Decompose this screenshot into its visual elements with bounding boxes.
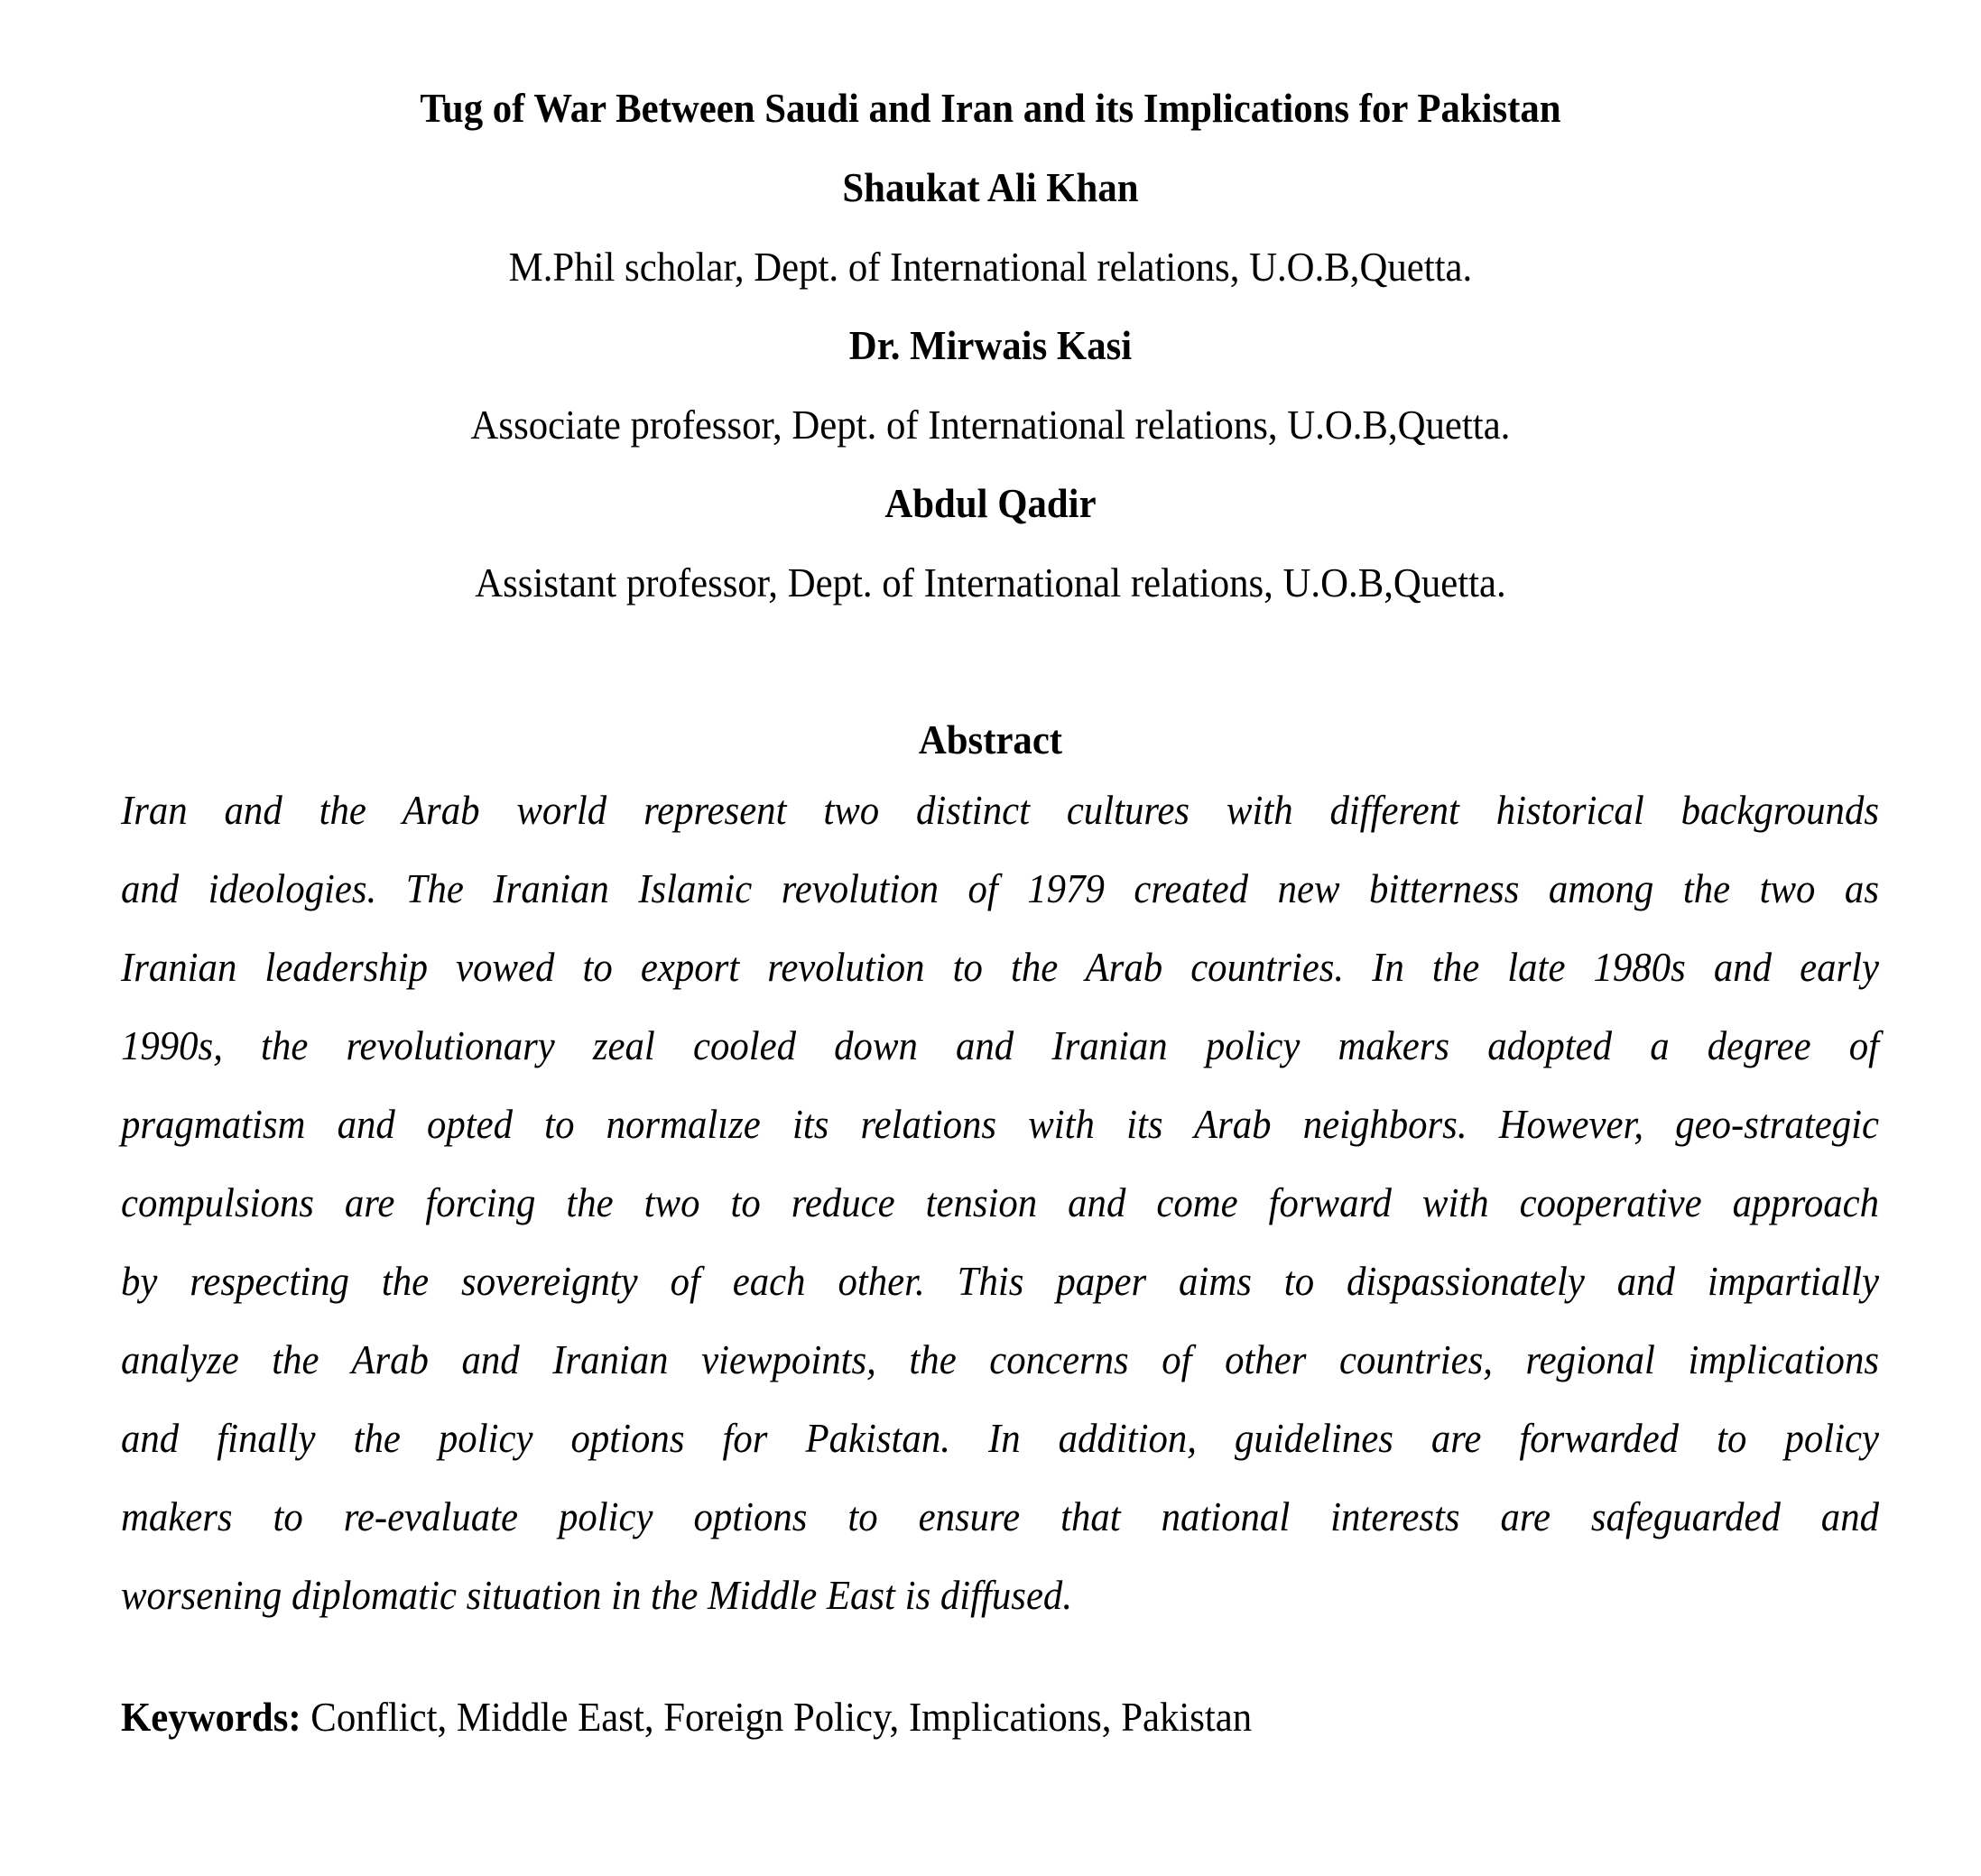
abstract-line [121, 1492, 1879, 1570]
keywords [121, 1692, 1252, 1742]
paper-title: Tug of War Between Saudi and Iran and its Implications for Pakistan [420, 85, 1561, 131]
abstract-line [121, 785, 1879, 864]
abstract-line-text: compulsions are forcing the two to reduce tension and come forward with cooperative approach [121, 1179, 1879, 1225]
author-affiliation-3: Assistant professor, Dept. of International relations, U.O.B,Quetta. [475, 559, 1506, 605]
author-name-2: Dr. Mirwais Kasi [848, 322, 1133, 368]
abstract-line-text: makers to re-evaluate policy options to ensure that national interests are safeguarded and [121, 1493, 1879, 1539]
abstract-line-text: worsening diplomatic situation in the Middle East is diffused. [121, 1572, 1073, 1618]
abstract-line [121, 942, 1879, 1021]
abstract-line-text: Iran and the Arab world represent two distinct cultures with different historical backgrounds [121, 787, 1879, 833]
abstract-line [121, 1413, 1879, 1492]
author-name-3: Abdul Qadir [884, 480, 1097, 526]
author-affiliation-2: Associate professor, Dept. of International relations, U.O.B,Quetta. [470, 402, 1511, 448]
author-name-1: Shaukat Ali Khan [842, 164, 1139, 210]
author-affiliation-1: M.Phil scholar, Dept. of International relations, U.O.B,Quetta. [508, 244, 1473, 290]
abstract-line [121, 1335, 1879, 1413]
abstract-line-text: and ideologies. The Iranian Islamic revolution of 1979 created new bitterness among the two as [121, 865, 1879, 911]
keywords-label: Keywords: [121, 1694, 301, 1740]
abstract-line [121, 1021, 1879, 1099]
abstract-heading: Abstract [918, 716, 1063, 762]
abstract-line-text: analyze the Arab and Iranian viewpoints, the concerns of other countries, regional implications [121, 1336, 1879, 1382]
abstract-line-text: and finally the policy options for Pakistan. In addition, guidelines are forwarded to policy [121, 1415, 1879, 1461]
abstract-line-text: 1990s, the revolutionary zeal cooled down and Iranian policy makers adopted a degree of [121, 1022, 1879, 1068]
abstract-line-text: pragmatism and opted to normalıze its relations with its Arab neighbors. However, geo-strategic [121, 1101, 1879, 1147]
abstract-line [121, 864, 1879, 942]
abstract-line-text: by respecting the sovereignty of each other. This paper aims to dispassionately and impartially [121, 1258, 1879, 1304]
abstract-body [121, 785, 1879, 1649]
keywords-list: Conflict, Middle East, Foreign Policy, Implications, Pakistan [301, 1694, 1253, 1740]
abstract-line [121, 1099, 1879, 1178]
abstract-line-text: Iranian leadership vowed to export revolution to the Arab countries. In the late 1980s and early [121, 944, 1879, 990]
abstract-line-last [121, 1570, 1879, 1649]
abstract-line [121, 1256, 1879, 1335]
abstract-line [121, 1178, 1879, 1256]
